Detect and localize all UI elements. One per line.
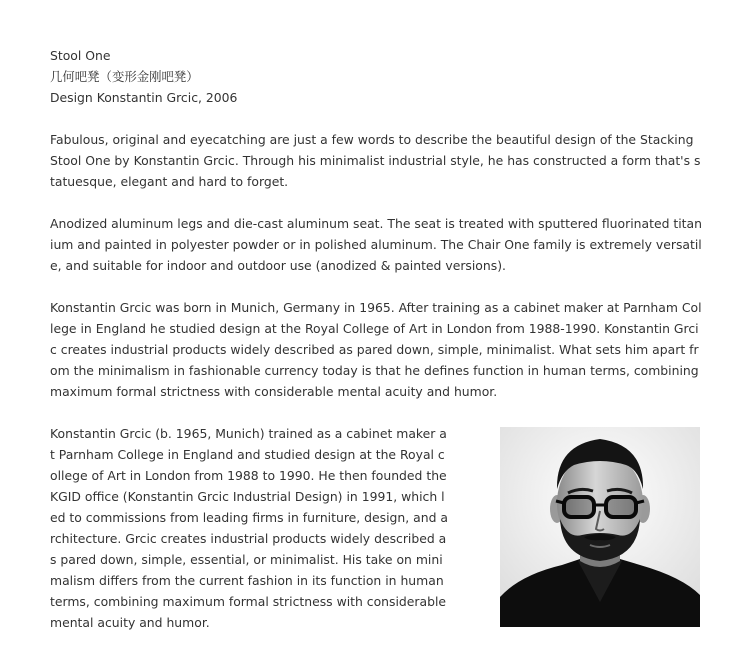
product-name-chinese: 几何吧凳（变形金刚吧凳） [50, 69, 199, 84]
designer-portrait [500, 427, 700, 627]
designer-bio: Konstantin Grcic (b. 1965, Munich) trained as a cabinet maker at Parnham College in England and studied design at the Royal college of Art in London from 1988 to 1990. He then founded the KGID office (Konstantin Grcic Industrial Design) in 1991, which led to commissions from leading firms in furniture, design, and architecture. Grcic creates industrial products widely described as pared down, simple, essential, or minimalist. His take on minimalism differs from the current fashion in its function in human terms, combining maximum formal strictness with considerable mental acuity and humor. [50, 426, 448, 630]
designer-paragraph: Konstantin Grcic was born in Munich, Germany in 1965. After training as a cabinet maker at Parnham College in England he studied design at the Royal College of Art in London from 1988-1990. Konstantin Grcic creates industrial products widely described as pared down, simple, minimalist. What sets him apart from the minimalism in fashionable currency today is that he defines function in human terms, combining maximum formal strictness with considerable mental acuity and humor. [50, 300, 702, 399]
product-description [50, 45, 702, 633]
bio-section [50, 423, 702, 633]
product-name: Stool One [50, 48, 111, 63]
portrait-illustration [500, 427, 700, 627]
intro-paragraph: Fabulous, original and eyecatching are just a few words to describe the beautiful design of the Stacking Stool One by Konstantin Grcic. Through his minimalist industrial style, he has constructed a form that's statuesque, elegant and hard to forget. [50, 132, 701, 189]
materials-paragraph: Anodized aluminum legs and die-cast aluminum seat. The seat is treated with sputtered fluorinated titanium and painted in polyester powder or in polished aluminum. The Chair One family is extremely versatile, and suitable for indoor and outdoor use (anodized & painted versions). [50, 216, 702, 273]
title-block [50, 45, 702, 108]
designer-credit: Design Konstantin Grcic, 2006 [50, 90, 238, 105]
